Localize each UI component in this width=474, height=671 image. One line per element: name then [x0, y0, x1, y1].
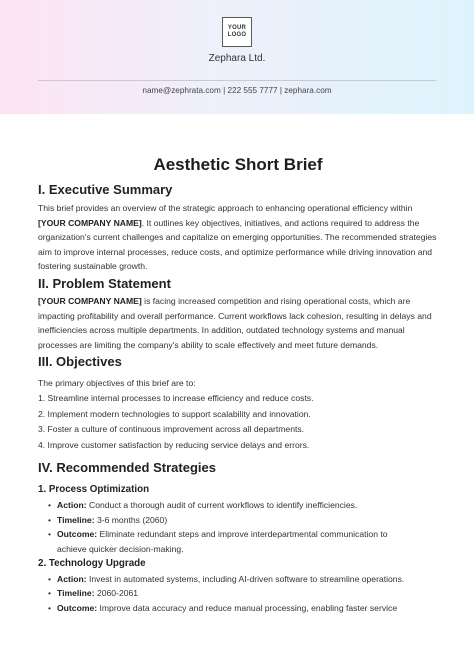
- bullet-icon: •: [48, 500, 52, 511]
- subheading-technology-upgrade: 2. Technology Upgrade: [38, 557, 146, 569]
- bullet-icon: •: [48, 573, 52, 584]
- document-title: Aesthetic Short Brief: [153, 155, 323, 174]
- item-label: Action:: [57, 500, 87, 511]
- document-body: [38, 152, 438, 615]
- text-run: . It outlines key objectives, initiatives, and actions required to address the organization's current challenges and capitalize on emerging opportunities. The recommended strategies aim to improve internal processes, reduce costs, and optimize performance while driving innovation and fostering sustainable growth.: [38, 217, 437, 272]
- item-text: Invest in automated systems, including AI-driven software to streamline operations.: [86, 573, 405, 584]
- list-item: [48, 572, 438, 586]
- list-item: 4. Improve customer satisfaction by reducing service delays and errors.: [38, 439, 310, 450]
- section-heading-problem-statement: II. Problem Statement: [38, 275, 171, 291]
- list-item: 1. Streamline internal processes to increase efficiency and reduce costs.: [38, 392, 314, 403]
- company-name-placeholder: [YOUR COMPANY NAME]: [38, 217, 142, 228]
- logo-text-line2: LOGO: [227, 32, 247, 38]
- logo-text-line1: YOUR: [227, 25, 247, 31]
- item-text: Improve data accuracy and reduce manual processing, enabling faster service: [97, 602, 398, 613]
- list-item: 2. Implement modern technologies to support scalability and innovation.: [38, 408, 311, 419]
- list-item: [48, 586, 438, 600]
- list-item: [48, 601, 438, 615]
- bullet-icon: •: [48, 529, 52, 540]
- list-item: [48, 527, 438, 556]
- bullet-icon: •: [48, 602, 52, 613]
- item-text-continued: achieve quicker decision-making.: [57, 543, 184, 554]
- item-text: 3-6 months (2060): [94, 514, 168, 525]
- process-optimization-list: [38, 498, 438, 556]
- company-name: Zephara Ltd.: [208, 53, 266, 64]
- section-heading-executive-summary: I. Executive Summary: [38, 182, 173, 197]
- letterhead-header: [0, 0, 474, 114]
- item-label: Outcome:: [57, 529, 98, 540]
- text-run: is facing increased competition and rising operational costs, which are impacting profitability and overall performance. Current workflows lack cohesion, resulting in delays and inefficiencies across multiple departments. In addition, outdated technology systems and manual processes are limiting the company's ability to scale effectively and meet future demands.: [38, 295, 432, 350]
- item-text: Eliminate redundant steps and improve interdepartmental communication to: [97, 529, 388, 540]
- item-label: Action:: [57, 573, 87, 584]
- company-name-placeholder: [YOUR COMPANY NAME]: [38, 295, 142, 306]
- item-label: Outcome:: [57, 602, 98, 613]
- technology-upgrade-list: [38, 572, 438, 615]
- header-divider: [38, 80, 436, 81]
- section-heading-objectives: III. Objectives: [38, 354, 122, 370]
- objectives-list: [38, 391, 438, 453]
- company-logo-placeholder: [222, 17, 252, 47]
- item-label: Timeline:: [57, 514, 95, 525]
- subheading-process-optimization: 1. Process Optimization: [38, 484, 150, 496]
- bullet-icon: •: [48, 514, 52, 525]
- list-item: 3. Foster a culture of continuous improvement across all departments.: [38, 424, 305, 435]
- section-heading-recommended-strategies: IV. Recommended Strategies: [38, 460, 216, 476]
- executive-summary-paragraph: [38, 201, 438, 274]
- bullet-icon: •: [48, 588, 52, 599]
- list-item: [48, 498, 438, 512]
- contact-info: name@zephrata.com | 222 555 7777 | zephara.com: [142, 86, 332, 95]
- problem-statement-paragraph: [38, 294, 438, 352]
- item-label: Timeline:: [57, 588, 95, 599]
- item-text: Conduct a thorough audit of current workflows to identify inefficiencies.: [86, 500, 358, 511]
- item-text: 2060-2061: [94, 588, 139, 599]
- objectives-intro: The primary objectives of this brief are to:: [38, 378, 196, 389]
- list-item: [48, 513, 438, 527]
- text-run: This brief provides an overview of the strategic approach to enhancing operational efficiency within: [38, 203, 413, 213]
